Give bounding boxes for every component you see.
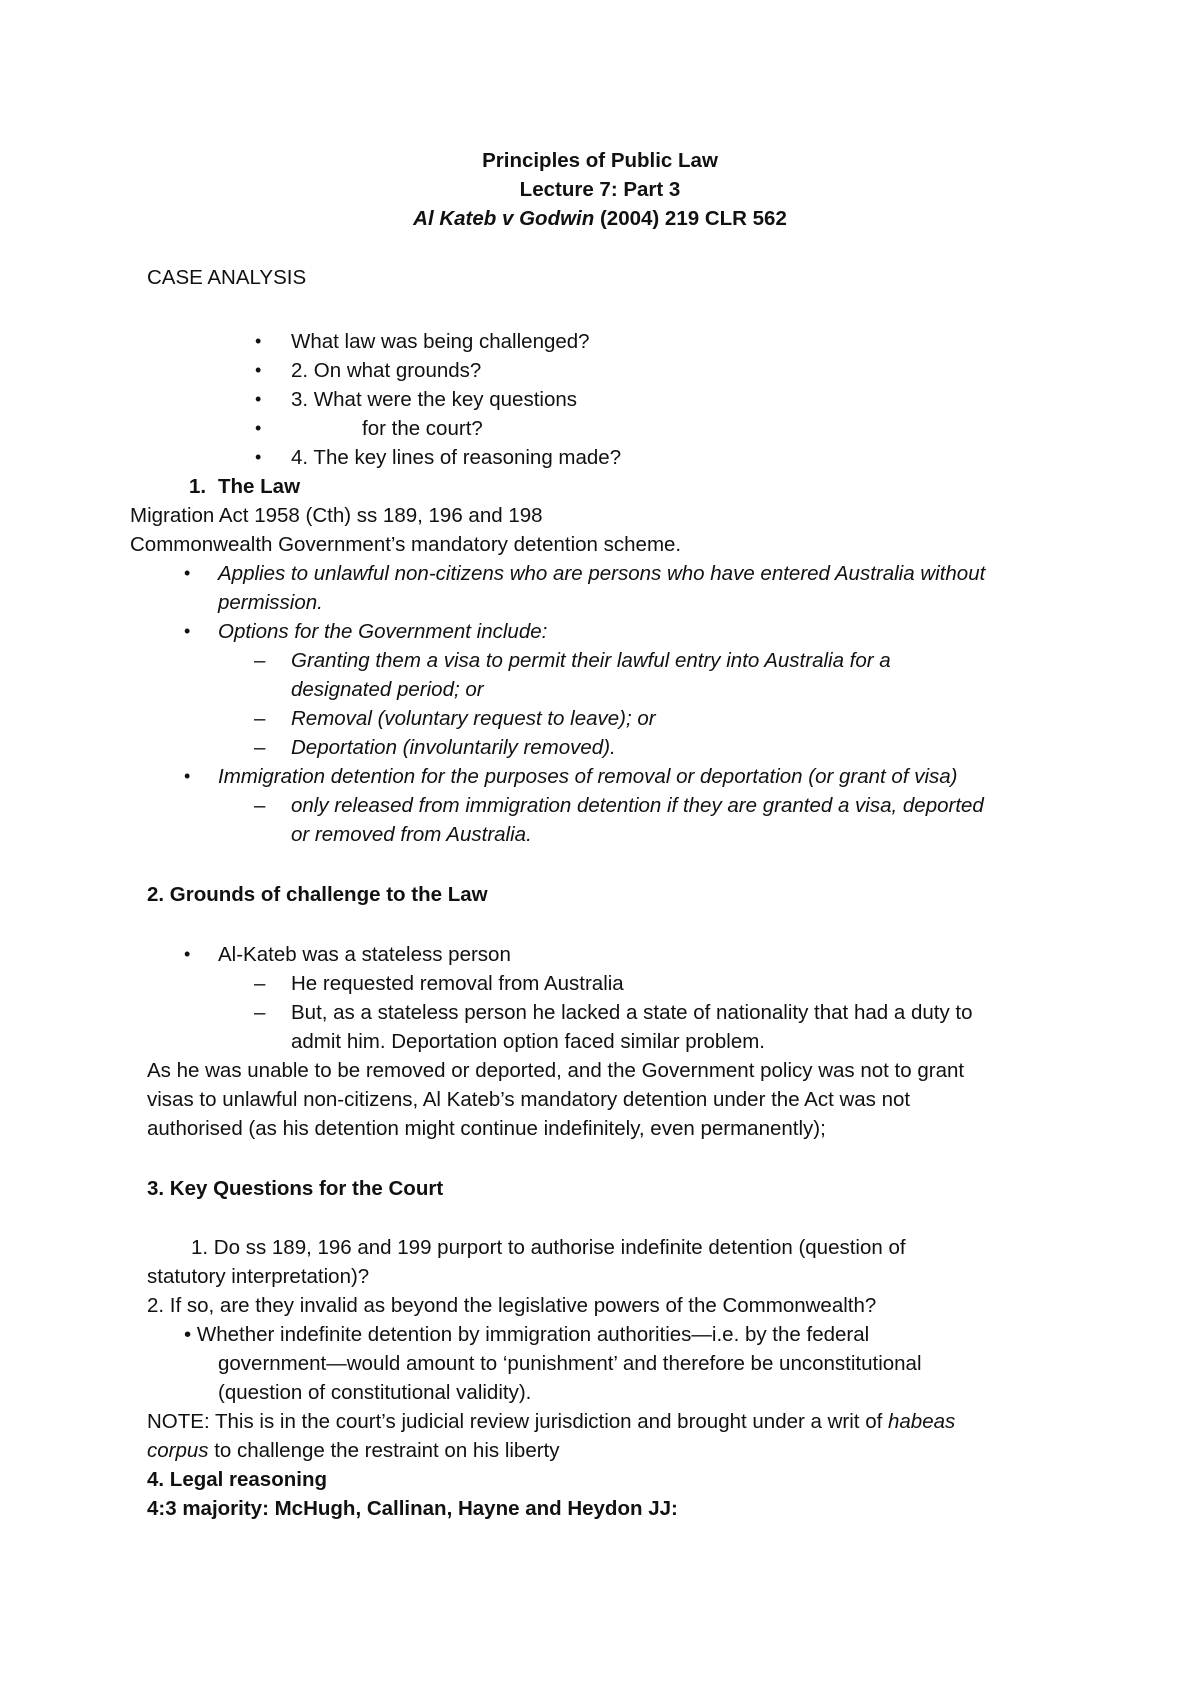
section-1-heading: The Law (218, 475, 301, 498)
analysis-item: 3. What were the key questions (291, 388, 578, 411)
bullet-icon: • (184, 563, 191, 583)
bullet-icon: • (255, 418, 262, 438)
option-visa: Granting them a visa to permit their lawful entry into Australia for a (291, 649, 891, 672)
applies-text: Applies to unlawful non-citizens who are persons who have entered Australia without (218, 562, 986, 585)
analysis-item: for the court? (362, 417, 483, 440)
whether-text-cont: (question of constitutional validity). (218, 1381, 532, 1404)
bullet-icon: • (255, 360, 262, 380)
analysis-item: What law was being challenged? (291, 330, 590, 353)
majority-judges: 4:3 majority: McHugh, Callinan, Hayne and Heydon JJ: (147, 1497, 678, 1520)
applies-text-cont: permission. (218, 591, 323, 614)
note-habeas: habeas (888, 1410, 956, 1433)
whether-text-cont: government—would amount to ‘punishment’ and therefore be unconstitutional (218, 1352, 922, 1375)
analysis-item: 4. The key lines of reasoning made? (291, 446, 622, 469)
note-line-cont (147, 1436, 560, 1465)
dash-icon: – (254, 972, 266, 995)
case-name: Al Kateb v Godwin (413, 207, 595, 230)
act-reference: Migration Act 1958 (Cth) ss 189, 196 and 198 (130, 504, 543, 527)
lecture-subtitle: Lecture 7: Part 3 (519, 178, 681, 201)
detention-scheme: Commonwealth Government’s mandatory detention scheme. (130, 533, 682, 556)
bullet-icon: • (184, 621, 191, 641)
dash-icon: – (254, 707, 266, 730)
released-text: only released from immigration detention if they are granted a visa, deported (291, 794, 984, 817)
requested-text: He requested removal from Australia (291, 972, 624, 995)
section-2-heading: 2. Grounds of challenge to the Law (147, 883, 488, 906)
paragraph-line: authorised (as his detention might continue indefinitely, even permanently); (147, 1117, 826, 1140)
note-text: NOTE: This is in the court’s judicial review jurisdiction and brought under a writ of (147, 1410, 888, 1433)
lacked-nationality-cont: admit him. Deportation option faced similar problem. (291, 1030, 765, 1053)
paragraph-line: As he was unable to be removed or deported, and the Government policy was not to grant (147, 1059, 965, 1082)
dash-icon: – (254, 736, 266, 759)
option-removal: Removal (voluntary request to leave); or (291, 707, 656, 730)
stateless-text: Al-Kateb was a stateless person (218, 943, 511, 966)
dash-icon: – (254, 794, 266, 817)
question-2: 2. If so, are they invalid as beyond the legislative powers of the Commonwealth? (147, 1294, 877, 1317)
whether-text: • Whether indefinite detention by immigration authorities—i.e. by the federal (184, 1323, 870, 1346)
section-1-number: 1. (189, 475, 207, 498)
note-corpus: corpus (147, 1439, 209, 1462)
case-citation-text: (2004) 219 CLR 562 (594, 207, 787, 230)
question-1-cont: statutory interpretation)? (147, 1265, 370, 1288)
option-visa-cont: designated period; or (291, 678, 484, 701)
released-text-cont: or removed from Australia. (291, 823, 532, 846)
bullet-icon: • (255, 331, 262, 351)
note-line (147, 1407, 955, 1436)
options-text: Options for the Government include: (218, 620, 548, 643)
bullet-icon: • (255, 389, 262, 409)
note-text-cont: to challenge the restraint on his liberty (208, 1439, 560, 1462)
section-4-heading: 4. Legal reasoning (147, 1468, 327, 1491)
question-1: 1. Do ss 189, 196 and 199 purport to authorise indefinite detention (question of (191, 1236, 906, 1259)
document-title: Principles of Public Law (482, 149, 718, 172)
option-deportation: Deportation (involuntarily removed). (291, 736, 616, 759)
immigration-detention: Immigration detention for the purposes of removal or deportation (or grant of visa) (218, 765, 958, 788)
dash-icon: – (254, 649, 266, 672)
bullet-icon: • (184, 766, 191, 786)
case-citation (0, 204, 1200, 233)
dash-icon: – (254, 1001, 266, 1024)
bullet-icon: • (255, 447, 262, 467)
paragraph-line: visas to unlawful non-citizens, Al Kateb’s mandatory detention under the Act was not (147, 1088, 911, 1111)
lacked-nationality-text: But, as a stateless person he lacked a state of nationality that had a duty to (291, 1001, 973, 1024)
analysis-item: 2. On what grounds? (291, 359, 482, 382)
case-analysis-heading: CASE ANALYSIS (147, 266, 307, 289)
bullet-icon: • (184, 944, 191, 964)
section-3-heading: 3. Key Questions for the Court (147, 1177, 444, 1200)
